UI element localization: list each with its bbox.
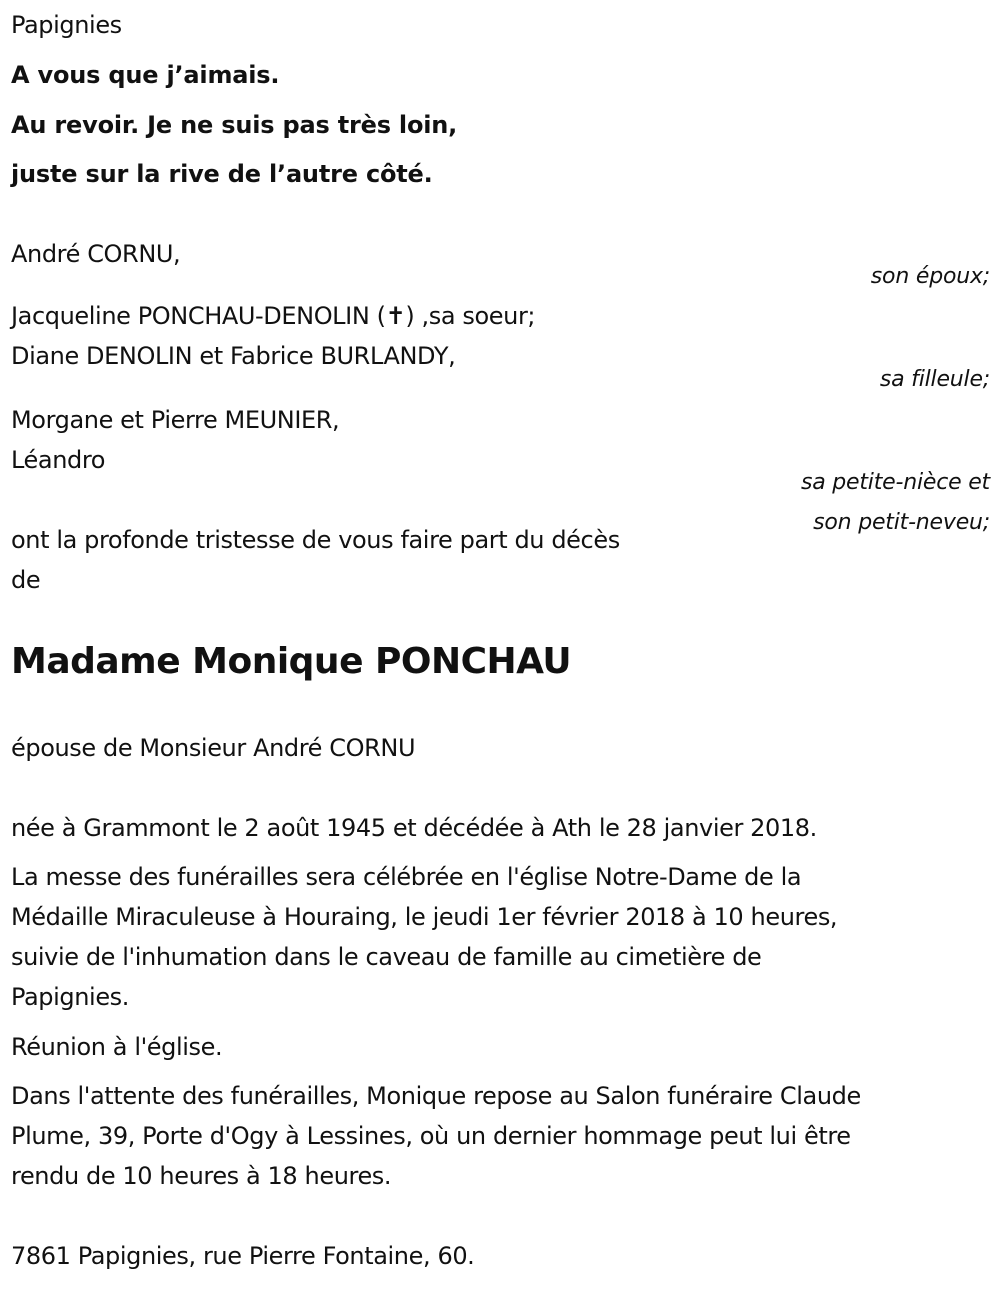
- funeral-line-4: Papignies.: [11, 983, 130, 1011]
- relation-spouse: son époux;: [870, 264, 990, 289]
- jacqueline-suffix: ) ,sa soeur;: [405, 302, 536, 330]
- announcement-line-1: ont la profonde tristesse de vous faire part du décès: [11, 526, 620, 554]
- jacqueline-name: Jacqueline PONCHAU-DENOLIN (: [11, 302, 386, 330]
- family-name-andre: André CORNU,: [11, 240, 181, 268]
- family-name-diane: Diane DENOLIN et Fabrice BURLANDY,: [11, 342, 456, 370]
- relation-grand-niece-line-2: son petit-neveu;: [813, 510, 990, 535]
- cross-icon: ✝: [385, 302, 406, 330]
- meeting-line: Réunion à l'église.: [11, 1033, 223, 1061]
- viewing-line-3: rendu de 10 heures à 18 heures.: [11, 1162, 392, 1190]
- viewing-line-1: Dans l'attente des funérailles, Monique repose au Salon funéraire Claude: [11, 1082, 861, 1110]
- poem-line-1: A vous que j’aimais.: [11, 61, 280, 89]
- birth-death-line: née à Grammont le 2 août 1945 et décédée à Ath le 28 janvier 2018.: [11, 814, 817, 842]
- spouse-line: épouse de Monsieur André CORNU: [11, 734, 416, 762]
- family-name-morgane: Morgane et Pierre MEUNIER,: [11, 406, 340, 434]
- address-line: 7861 Papignies, rue Pierre Fontaine, 60.: [11, 1242, 475, 1270]
- family-name-jacqueline: [11, 301, 535, 331]
- announcement-line-2: de: [11, 566, 41, 594]
- location-header: Papignies: [11, 11, 122, 39]
- viewing-line-2: Plume, 39, Porte d'Ogy à Lessines, où un dernier hommage peut lui être: [11, 1122, 851, 1150]
- family-name-leandro: Léandro: [11, 446, 106, 474]
- relation-goddaughter: sa filleule;: [879, 367, 990, 392]
- poem-line-2: Au revoir. Je ne suis pas très loin,: [11, 111, 458, 139]
- funeral-line-2: Médaille Miraculeuse à Houraing, le jeudi 1er février 2018 à 10 heures,: [11, 903, 838, 931]
- deceased-name: Madame Monique PONCHAU: [11, 641, 572, 682]
- poem-line-3: juste sur la rive de l’autre côté.: [11, 160, 433, 188]
- funeral-line-3: suivie de l'inhumation dans le caveau de famille au cimetière de: [11, 943, 762, 971]
- relation-grand-niece-line-1: sa petite-nièce et: [800, 470, 990, 495]
- funeral-line-1: La messe des funérailles sera célébrée en l'église Notre-Dame de la: [11, 863, 802, 891]
